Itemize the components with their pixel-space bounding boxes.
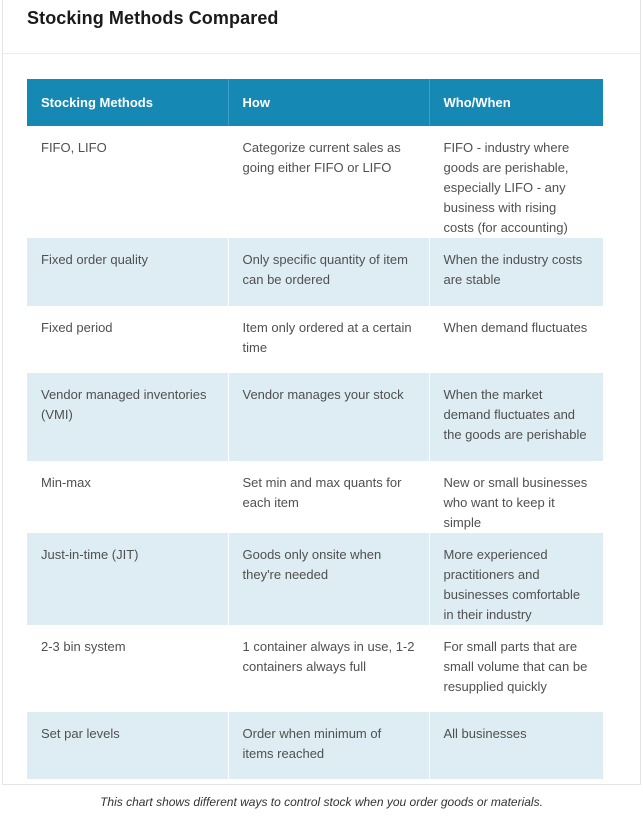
cell-method: Set par levels (27, 712, 228, 779)
table-row (27, 533, 603, 625)
cell-method: 2-3 bin system (27, 625, 228, 712)
cell-how: Goods only onsite when they're needed (228, 533, 429, 625)
table-row (27, 126, 603, 238)
table-row (27, 461, 603, 533)
column-header-stocking-methods: Stocking Methods (27, 79, 228, 126)
cell-who-when: All businesses (429, 712, 603, 779)
cell-how: Set min and max quants for each item (228, 461, 429, 533)
cell-how: Order when minimum of items reached (228, 712, 429, 779)
table-row (27, 238, 603, 306)
cell-how: 1 container always in use, 1-2 containers always full (228, 625, 429, 712)
cell-who-when: More experienced practitioners and businesses comfortable in their industry (429, 533, 603, 625)
content-card (2, 0, 641, 785)
cell-who-when: When the industry costs are stable (429, 238, 603, 306)
page-title: Stocking Methods Compared (27, 8, 279, 28)
column-header-who-when: Who/When (429, 79, 603, 126)
cell-how: Only specific quantity of item can be ordered (228, 238, 429, 306)
table-row (27, 306, 603, 373)
cell-how: Categorize current sales as going either FIFO or LIFO (228, 126, 429, 238)
stocking-methods-table (27, 79, 603, 779)
cell-who-when: FIFO - industry where goods are perishable, especially LIFO - any business with rising costs (for accounting) (429, 126, 603, 238)
cell-method: Vendor managed inventories (VMI) (27, 373, 228, 461)
cell-method: Just-in-time (JIT) (27, 533, 228, 625)
table-row (27, 712, 603, 779)
cell-who-when: When the market demand fluctuates and the goods are perishable (429, 373, 603, 461)
cell-method: FIFO, LIFO (27, 126, 228, 238)
cell-how: Item only ordered at a certain time (228, 306, 429, 373)
figure-caption: This chart shows different ways to control stock when you order goods or materials. (100, 795, 543, 809)
table-header-row (27, 79, 603, 126)
cell-method: Fixed order quality (27, 238, 228, 306)
cell-how: Vendor manages your stock (228, 373, 429, 461)
cell-who-when: New or small businesses who want to keep it simple (429, 461, 603, 533)
cell-who-when: When demand fluctuates (429, 306, 603, 373)
title-divider (3, 53, 640, 54)
cell-method: Min-max (27, 461, 228, 533)
table-row (27, 625, 603, 712)
column-header-how: How (228, 79, 429, 126)
table-row (27, 373, 603, 461)
cell-method: Fixed period (27, 306, 228, 373)
cell-who-when: For small parts that are small volume that can be resupplied quickly (429, 625, 603, 712)
